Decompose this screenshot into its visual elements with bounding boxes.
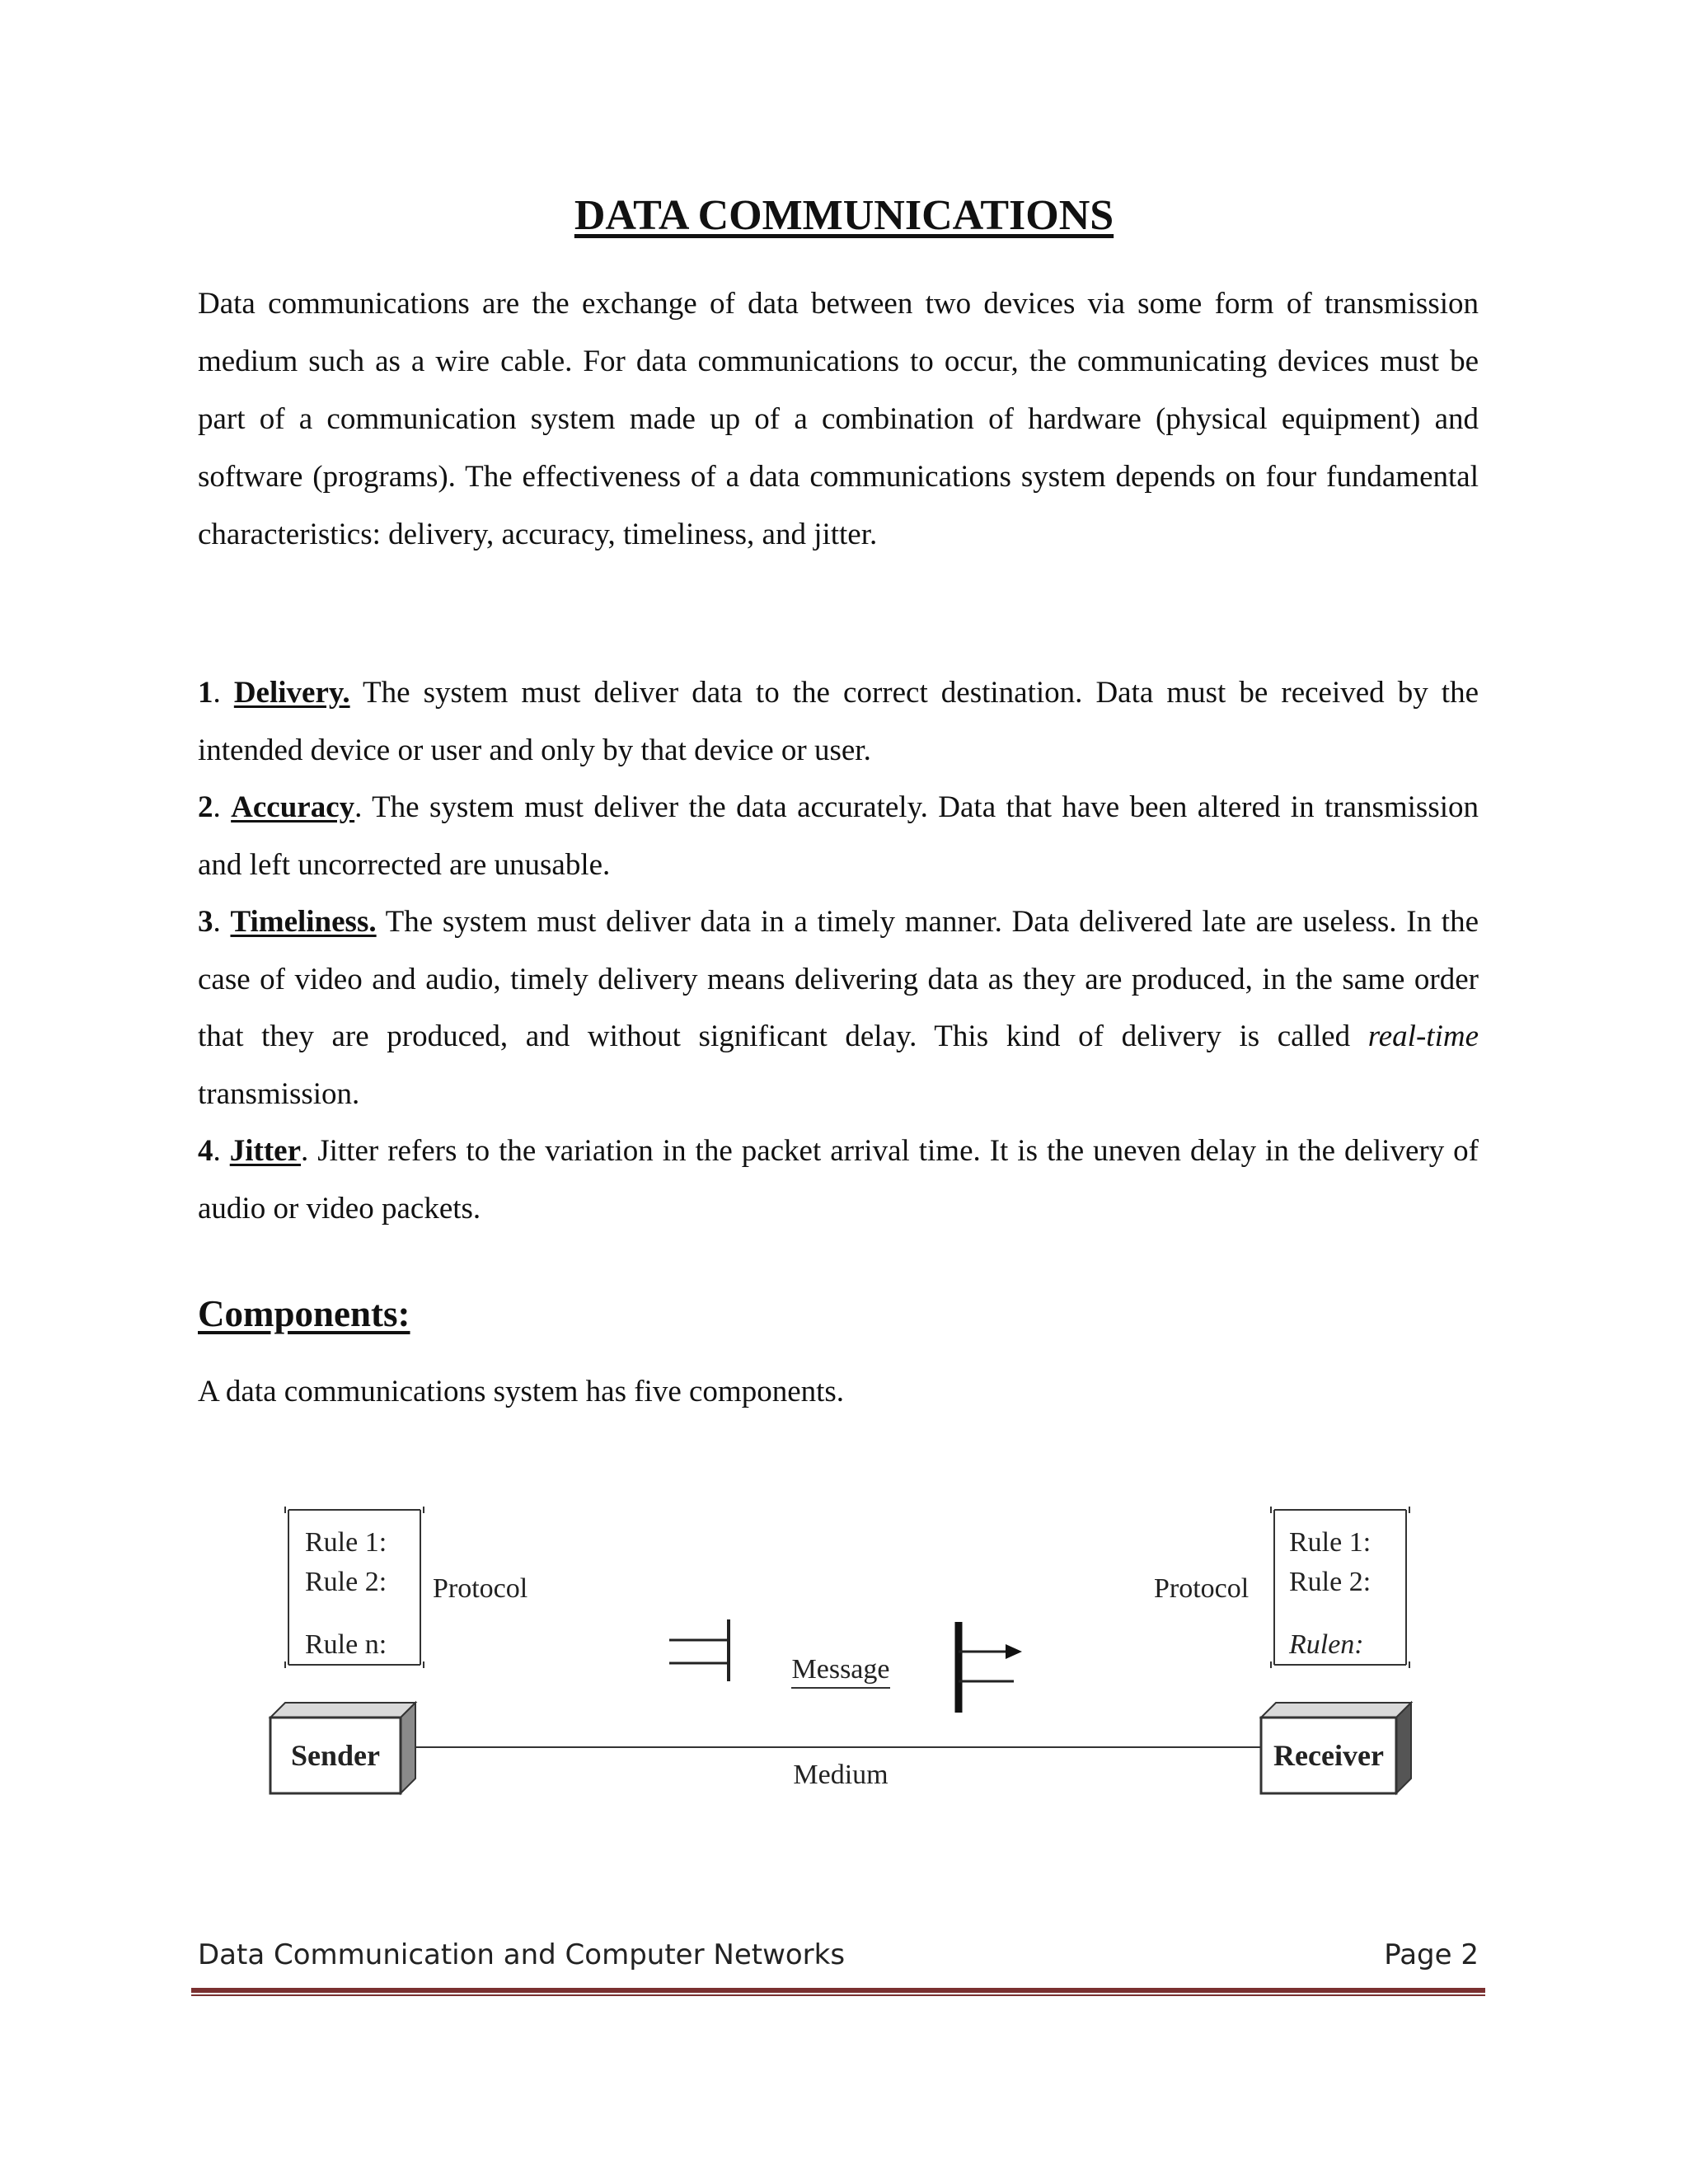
characteristics-list — [198, 664, 1479, 1237]
item-number: 1 — [198, 676, 213, 710]
item-separator: . — [354, 790, 363, 824]
sender-rule-n: Rule n: — [305, 1629, 387, 1660]
sender-rule-1: Rule 1: — [305, 1527, 387, 1558]
receiver-protocol-box — [1271, 1507, 1409, 1668]
item-term: Delivery. — [233, 676, 350, 710]
intro-paragraph: Data communications are the exchange of data between two devices via some form of transmission medium such as a wire cable. For data communications to occur, the communicating devices must be part of a communication system made up of a combination of hardware (physical equipment) and software (programs). The effectiveness of a data communications system depends on four fundamental characteristics: delivery, accuracy, timeliness, and jitter. — [198, 287, 1479, 551]
receiver-device — [1261, 1703, 1411, 1793]
page-title: DATA COMMUNICATIONS — [574, 192, 1114, 239]
list-item: 1. Delivery. The system must deliver data to the correct destination. Data must be received by the intended device or user and only by that device or user. — [198, 676, 1479, 767]
item-text: The system must deliver the data accurately. Data that have been altered in transmission and left uncorrected are unusable. — [198, 790, 1479, 882]
footer-divider — [191, 1988, 1485, 1996]
item-number: 2 — [198, 790, 213, 824]
item-text: The system must deliver data to the correct destination. Data must be received by the intended device or user and only by that device or user. — [198, 676, 1479, 767]
item-term: Jitter — [229, 1134, 302, 1168]
components-intro: A data communications system has five components. — [198, 1375, 845, 1408]
list-item: 2. Accuracy. The system must deliver the data accurately. Data that have been altered in transmission and left uncorrected are unusable. — [198, 790, 1479, 882]
item-number: 3 — [198, 905, 213, 939]
sender-rule-2: Rule 2: — [305, 1567, 387, 1597]
item-separator: . — [301, 1134, 309, 1168]
footer-title: Data Communication and Computer Networks — [198, 1938, 846, 1971]
list-item: 4. Jitter. Jitter refers to the variation in the packet arrival time. It is the uneven delay in the delivery of audio or video packets. — [198, 1134, 1479, 1226]
components-heading: Components: — [198, 1293, 410, 1334]
message-label: Message — [791, 1654, 890, 1685]
item-italic-term: real-time — [1367, 1019, 1479, 1053]
item-text: The system must deliver data in a timely manner. Data delivered late are useless. In the case of video and audio, timely delivery means delivering data as they are produced, in the same order that they are produced, and without significant delay. This kind of delivery is called — [198, 905, 1479, 1053]
list-item: 3. Timeliness. The system must deliver data in a timely manner. Data delivered late are useless. In the case of video and audio, timely delivery means delivering data as they are produced, in the same order that they are produced, and without significant delay. This kind of delivery is called real-time transmission. — [198, 905, 1479, 1111]
sender-device — [270, 1703, 415, 1793]
item-term: Timeliness. — [230, 905, 377, 939]
protocol-label-left: Protocol — [433, 1573, 528, 1604]
page-number: Page 2 — [1384, 1938, 1479, 1971]
receiver-label: Receiver — [1273, 1739, 1384, 1772]
sender-label: Sender — [291, 1739, 380, 1772]
item-term: Accuracy — [231, 790, 355, 824]
receiver-rule-n: Rulen: — [1289, 1629, 1364, 1660]
medium-label: Medium — [793, 1760, 889, 1790]
protocol-label-right: Protocol — [1154, 1573, 1250, 1604]
components-diagram — [264, 1500, 1426, 1813]
receiver-rule-2: Rule 2: — [1289, 1567, 1372, 1597]
receiver-rule-1: Rule 1: — [1289, 1527, 1372, 1558]
item-text: Jitter refers to the variation in the packet arrival time. It is the uneven delay in the delivery of audio or video packets. — [198, 1134, 1479, 1226]
item-number: 4 — [198, 1134, 213, 1168]
item-tail: transmission. — [198, 1076, 360, 1111]
sender-protocol-box — [285, 1507, 424, 1668]
